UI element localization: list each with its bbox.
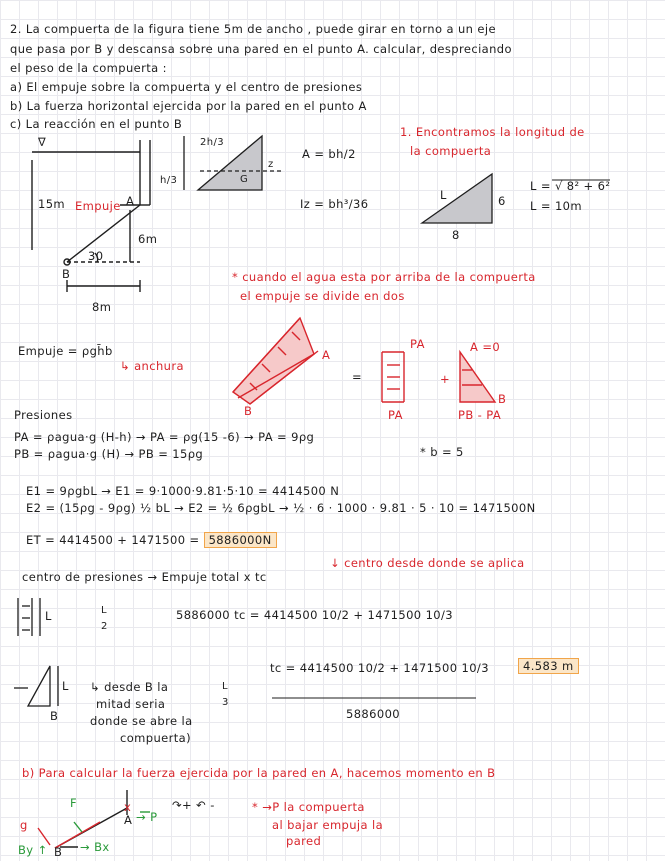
pressure-b-eq: PB = ρagua·g (H) → PB = 15ρg bbox=[14, 447, 204, 461]
inertia-formula: Iz = bh³/36 bbox=[300, 197, 369, 211]
gate-line bbox=[67, 205, 140, 262]
step1-title-2: la compuerta bbox=[410, 144, 492, 158]
point-a-label: A bbox=[126, 194, 135, 208]
problem-line-4: a) El empuje sobre la compuerta y el centro de presiones bbox=[10, 80, 363, 94]
pa-top-label: PA bbox=[410, 337, 425, 351]
width-note: * b = 5 bbox=[420, 445, 464, 459]
reaction-b-label: B bbox=[54, 845, 63, 859]
problem-line-6: c) La reacción en el punto B bbox=[10, 117, 183, 131]
force-e1-eq: E1 = 9ρgbL → E1 = 9·1000·9.81·5·10 = 4414500 N bbox=[26, 484, 340, 498]
decomp-a-label: A bbox=[322, 348, 331, 362]
step1-title-1: 1. Encontramos la longitud de bbox=[400, 125, 585, 139]
tri-note-4: compuerta) bbox=[120, 731, 191, 745]
side-eight-label: 8 bbox=[452, 228, 460, 242]
decomp-b-label: B bbox=[244, 404, 253, 418]
two-thirds-label: 2h/3 bbox=[200, 137, 225, 148]
angle-label: 30 bbox=[88, 249, 104, 263]
pressure-triangle bbox=[460, 352, 495, 402]
moment-balance-eq: 5886000 tc = 4414500 10/2 + 1471500 10/3 bbox=[176, 608, 453, 622]
length-triangle bbox=[422, 174, 492, 223]
h-third-label: h/3 bbox=[160, 175, 178, 186]
problem-line-1: 2. La compuerta de la figura tiene 5m de ancho , puede girar en torno a un eje bbox=[10, 22, 496, 36]
hyp-label: L bbox=[440, 188, 447, 202]
moment-a-label: A bbox=[124, 813, 133, 827]
total-force-value: 5886000N bbox=[204, 532, 277, 548]
note-line-1: * cuando el agua esta por arriba de la compuerta bbox=[232, 270, 536, 284]
moment-p-label: → P bbox=[136, 810, 158, 824]
height-15m-label: 15m bbox=[38, 197, 66, 211]
pressure-a-eq: PA = ρagua·g (H-h) → PA = ρg(15 -6) → PA = 9ρg bbox=[14, 430, 315, 444]
rect-frac-den: 2 bbox=[101, 621, 108, 632]
length-eq-1: L = √ 8² + 6² bbox=[530, 179, 611, 193]
tri-note-2: mitad seria bbox=[96, 697, 166, 711]
z-axis-label: z bbox=[268, 159, 274, 170]
note-line-2: el empuje se divide en dos bbox=[240, 289, 405, 303]
problem-line-3: el peso de la compuerta : bbox=[10, 61, 167, 75]
tc-numerator: tc = 4414500 10/2 + 1471500 10/3 bbox=[270, 661, 489, 675]
decomp-plus: + bbox=[440, 372, 451, 386]
gate-figure bbox=[32, 140, 150, 292]
tri-frac-den: 3 bbox=[222, 697, 229, 708]
part-b-title: b) Para calcular la fuerza ejercida por la pared en A, hacemos momento en B bbox=[22, 766, 496, 780]
moment-f-label: F bbox=[70, 796, 78, 810]
pressure-block bbox=[382, 352, 404, 402]
tri-note-1: ↳ desde B la bbox=[90, 680, 169, 694]
anchura-note: ↳ anchura bbox=[120, 359, 184, 373]
tri-b-label: B bbox=[50, 709, 59, 723]
rect-l-label: L bbox=[45, 609, 52, 623]
empuje-formula: Empuje = ρgh̄b bbox=[18, 344, 113, 358]
rect-icon bbox=[18, 598, 40, 636]
problem-line-2: que pasa por B y descansa sobre una pared en el punto A. calcular, despreciando bbox=[10, 42, 512, 56]
rect-frac-num: L bbox=[101, 605, 107, 616]
part-b-note-2: al bajar empuja la bbox=[272, 818, 384, 832]
moment-sign-convention: ↷+ ↶ - bbox=[172, 798, 215, 812]
moment-g-label: g bbox=[20, 818, 28, 832]
problem-line-5: b) La fuerza horizontal ejercida por la pared en el punto A bbox=[10, 99, 367, 113]
pb-pa-label: PB - PA bbox=[458, 408, 502, 422]
tc-denominator: 5886000 bbox=[346, 707, 401, 721]
water-level-symbol: ∇ bbox=[38, 135, 47, 149]
reaction-bx-label: → Bx bbox=[80, 840, 110, 854]
apply-point-note: ↓ centro desde donde se aplica bbox=[330, 556, 525, 570]
height-6m-label: 6m bbox=[138, 232, 158, 246]
tri-icon bbox=[14, 666, 58, 706]
centroid-label: G bbox=[240, 174, 249, 185]
a-zero-label: A =0 bbox=[470, 340, 501, 354]
tri-note-3: donde se abre la bbox=[90, 714, 193, 728]
presiones-title: Presiones bbox=[14, 408, 73, 422]
width-8m-label: 8m bbox=[92, 300, 112, 314]
total-force-eq bbox=[26, 533, 277, 547]
tc-result: 4.583 m bbox=[518, 658, 579, 674]
reaction-by-label: By ↑ bbox=[18, 843, 48, 857]
decomp-b2-label: B bbox=[498, 392, 507, 406]
side-six-label: 6 bbox=[498, 194, 506, 208]
tri-frac-num: L bbox=[222, 681, 228, 692]
force-e2-eq: E2 = (15ρg - 9ρg) ½ bL → E2 = ½ 6ρgbL → ½ · 6 · 1000 · 9.81 · 5 · 10 = 1471500N bbox=[26, 501, 536, 515]
decomp-equals: = bbox=[352, 370, 363, 384]
empuje-label: Empuje bbox=[75, 199, 121, 213]
total-force-prefix: ET = 4414500 + 1471500 = bbox=[26, 533, 200, 547]
moment-x-label: x bbox=[124, 800, 132, 814]
length-eq-2: L = 10m bbox=[530, 199, 582, 213]
tri-l-label: L bbox=[62, 679, 69, 693]
pa-bottom-label: PA bbox=[388, 408, 403, 422]
part-b-note-3: pared bbox=[286, 834, 322, 848]
part-b-note-1: * →P la compuerta bbox=[252, 800, 365, 814]
area-formula: A = bh/2 bbox=[302, 147, 356, 161]
centro-title: centro de presiones → Empuje total x tc bbox=[22, 570, 267, 584]
point-b-label: B bbox=[62, 267, 71, 281]
pressure-diagram bbox=[233, 318, 318, 404]
